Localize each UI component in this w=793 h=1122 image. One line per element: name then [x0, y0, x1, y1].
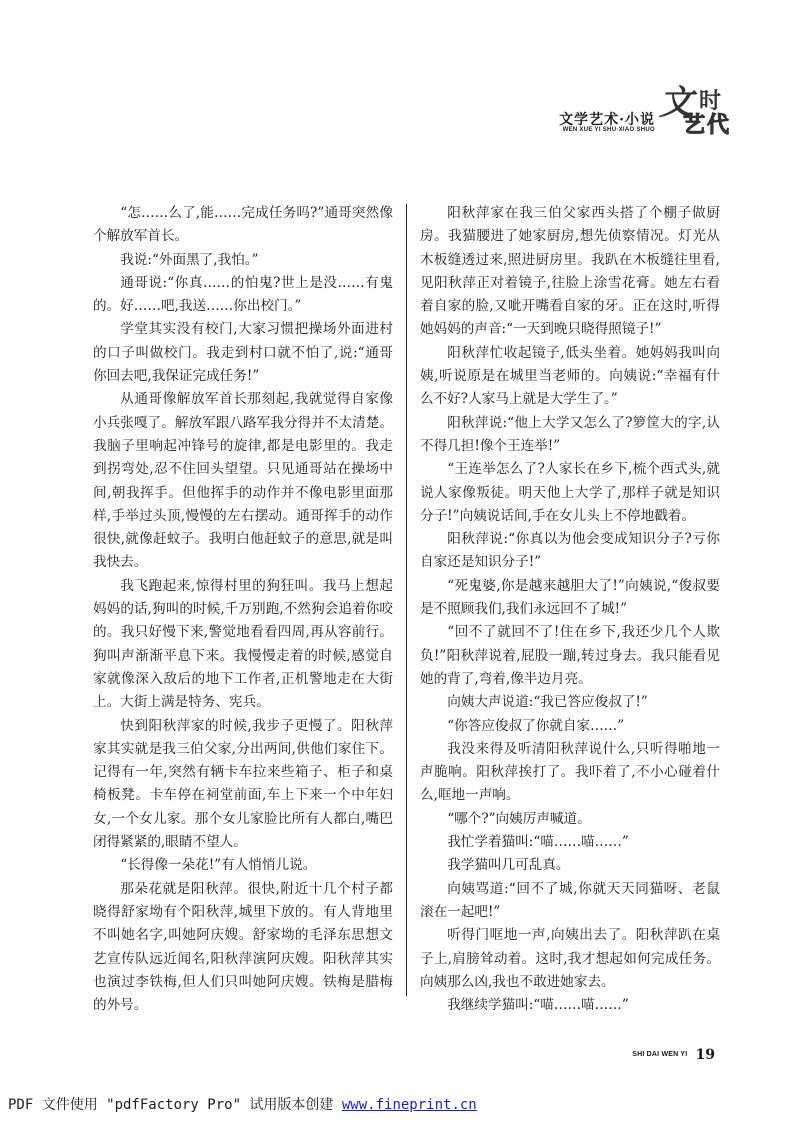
paragraph: “你答应俊叔了你就自家……” — [447, 717, 625, 734]
paragraph: 我飞跑起来,惊得村里的狗狂叫。我马上想起妈妈的话,狗叫的时候,千万别跑,不然狗会追着你咬的。我只好慢下来,警觉地看看四周,再从容前行。狗叫声渐渐平息下来。我慢慢走着的时候,感觉自家就像深入敌后的地下工作者,正机警地走在大街上。大街上满是特务、宪兵。 — [93, 577, 393, 711]
paragraph: 从通哥像解放军首长那刻起,我就觉得自家像小兵张嘎了。解放军跟八路军我分得并不太清楚。我脑子里响起冲锋号的旋律,都是电影里的。我走到拐弯处,忍不住回头望望。只见通哥站在操场中间,朝我挥手。但他挥手的动作并不像电影里面那样,手举过头顶,慢慢的左右摆动。通哥挥手的动作很快,就像赶蚊子。我明白他赶蚊子的意思,就是叫我快去。 — [93, 391, 393, 571]
magazine-logo — [659, 83, 731, 144]
paragraph: 那朵花就是阳秋萍。很快,附近十几个村子都晓得舒家坳有个阳秋萍,城里下放的。有人背地里不叫她名字,叫她阿庆嫂。舒家坳的毛泽东思想文艺宣传队远近闻名,阳秋萍演阿庆嫂。阳秋萍其实也演过李铁梅,但人们只叫她阿庆嫂。铁梅是腊梅的外号。 — [93, 880, 393, 1014]
paragraph: 我忙学着猫叫:“喵……喵……” — [447, 834, 629, 851]
paragraph: 我说:“外面黑了,我怕。” — [120, 251, 259, 268]
paragraph: 通哥说:“你真……的怕鬼?世上是没……有鬼的。好……吧,我送……你出校门。” — [93, 274, 393, 315]
page-header — [411, 83, 731, 146]
logo-char-wen: 文 — [659, 83, 693, 123]
paragraph: “死鬼婆,你是越来越胆大了!”向姨说,“俊叔要是不照顾我们,我们永远回不了城!” — [420, 577, 720, 618]
paragraph: 阳秋萍家在我三伯父家西头搭了个棚子做厨房。我猫腰进了她家厨房,想先侦察情况。灯光从木板缝透过来,照进厨房里。我趴在木板缝往里看,见阳秋萍正对着镜子,往脸上涂雪花膏。她左右看着自家的脸,又呲开嘴看自家的牙。正在这时,听得她妈妈的声音:“一天到晚只晓得照镜子!” — [420, 205, 720, 338]
watermark-link[interactable]: www.fineprint.cn — [341, 1097, 477, 1113]
paragraph: 阳秋萍说:“你真以为他会变成知识分子?亏你自家还是知识分子!” — [420, 531, 720, 571]
left-column — [93, 202, 393, 1017]
paragraph: 向姨大声说道:“我已答应俊叔了!” — [447, 694, 648, 711]
paragraph: 快到阳秋萍家的时候,我步子更慢了。阳秋萍家其实就是我三伯父家,分出两间,供他们家住下。记得有一年,突然有辆卡车拉来些箱子、柜子和桌椅板凳。卡车停在祠堂前面,车上下来一个中年妇女,一个女儿家。那个女儿家脸比所有人都白,嘴巴闭得紧紧的,眼睛不望人。 — [93, 717, 393, 851]
paragraph: 阳秋萍说:“他上大学又怎么了?箩筐大的字,认不得几担!像个王连举!” — [420, 414, 720, 454]
paragraph: “长得像一朵花!”有人悄悄儿说。 — [120, 857, 317, 874]
paragraph: “王连举怎么了?人家长在乡下,梳个西式头,就说人家像叛徒。明天他上大学了,那样子就是知识分子!”向姨说话间,手在女儿头上不停地戳着。 — [420, 461, 720, 524]
paragraph: 阳秋萍忙收起镜子,低头坐着。她妈妈我叫向姨,听说原是在城里当老师的。向姨说:“幸福有什么不好?人家马上就是大学生了。” — [420, 344, 720, 408]
paragraph: 向姨骂道:“回不了城,你就天天同猫呀、老鼠滚在一起吧!” — [420, 880, 720, 920]
logo-char-yi: 艺 — [683, 112, 706, 138]
paragraph: “哪个?”向姨厉声喊道。 — [447, 810, 591, 827]
watermark-text: PDF 文件使用 "pdfFactory Pro" 试用版本创建 — [8, 1097, 342, 1113]
page-number: 19 — [695, 1046, 715, 1063]
paragraph: 我继续学猫叫:“喵……喵……” — [447, 997, 629, 1014]
column-divider — [406, 204, 407, 996]
page-footer — [632, 1044, 715, 1063]
paragraph: 学堂其实没有校门,大家习惯把操场外面进村的口子叫做校门。我走到村口就不怕了,说:“通哥你回去吧,我保证完成任务!” — [93, 321, 393, 385]
paragraph: “回不了就回不了!住在乡下,我还少几个人欺负!”阳秋萍说着,屁股一蹦,转过身去。我只能看见她的背了,弯着,像半边月亮。 — [420, 624, 720, 687]
footer-label: SHI DAI WEN YI — [632, 1051, 688, 1058]
paragraph: 听得门哐地一声,向姨出去了。阳秋萍趴在桌子上,肩膀耸动着。这时,我才想起如何完成任务。向姨那么凶,我也不敢进她家去。 — [420, 927, 720, 990]
right-column — [420, 202, 720, 1017]
paragraph: 我没来得及听清阳秋萍说什么,只听得啪地一声脆响。阳秋萍挨打了。我吓着了,不小心碰着什么,哐地一声响。 — [420, 740, 720, 804]
paragraph: 我学猫叫几可乱真。 — [447, 857, 570, 874]
pdf-watermark — [8, 1094, 477, 1114]
section-title: 文学艺术·小说 — [559, 112, 655, 128]
logo-char-dai: 代 — [707, 112, 730, 138]
logo-char-shi: 时 — [699, 88, 722, 114]
section-pinyin: WEN XUE YI SHU·XIAO SHUO — [562, 127, 655, 133]
paragraph: “怎……么了,能……完成任务吗?”通哥突然像个解放军首长。 — [93, 205, 393, 245]
